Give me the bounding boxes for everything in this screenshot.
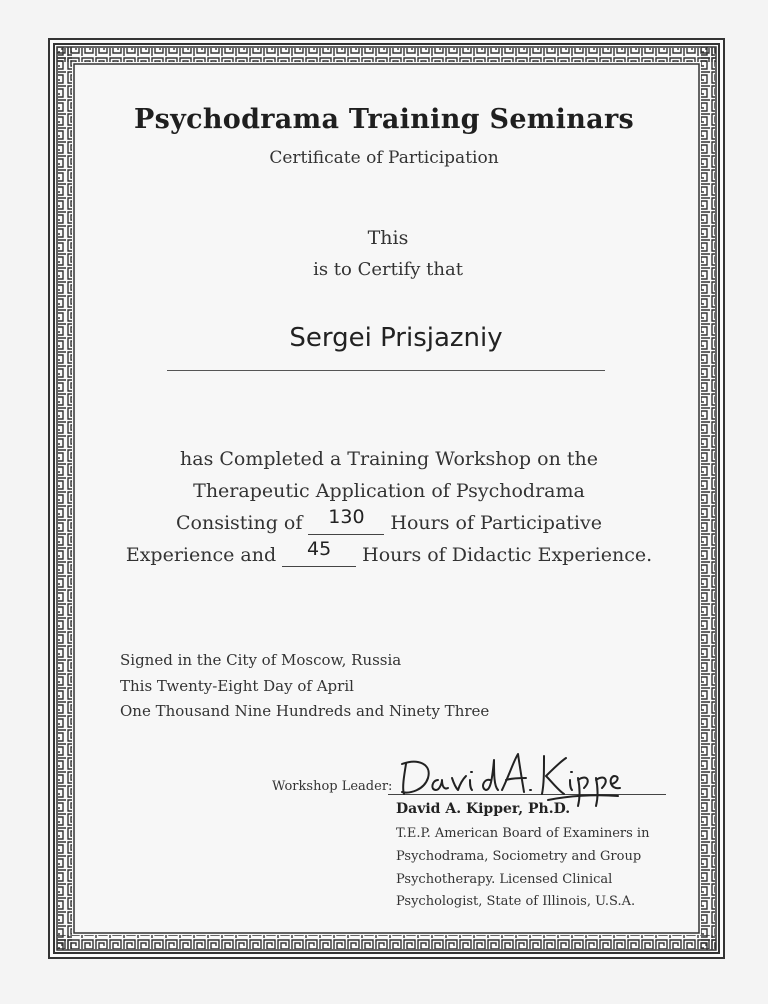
signed-city-line: Signed in the City of Moscow, Russia [120,651,402,669]
consisting-of-text: Consisting of [175,512,303,534]
didactic-hours-value: 45 [307,538,332,560]
name-underline [167,370,605,371]
certify-line: is to Certify that [313,259,463,280]
workshop-leader-label: Workshop Leader: [272,779,393,794]
leader-credential-line-3: Psychotherapy. Licensed Clinical [396,872,613,887]
leader-credential-line-2: Psychodrama, Sociometry and Group [396,849,642,864]
certificate-subtitle: Certificate of Participation [269,148,499,168]
signed-year-line: One Thousand Nine Hundreds and Ninety Three [120,702,490,720]
participative-hours-field [308,506,384,535]
handwritten-signature [398,750,628,808]
body-line-4 [0,538,768,567]
signed-day-line: This Twenty-Eight Day of April [120,677,354,695]
leader-credential-line-4: Psychologist, State of Illinois, U.S.A. [396,894,636,909]
experience-and-text: Experience and [125,544,277,566]
participative-suffix-text: Hours of Participative [390,512,602,534]
body-line-3 [0,506,768,535]
certificate-title: Psychodrama Training Seminars [134,104,634,135]
didactic-suffix-text: Hours of Didactic Experience. [362,544,653,566]
recipient-name: Sergei Prisjazniy [289,323,503,353]
participative-hours-value: 130 [328,506,365,528]
leader-name: David A. Kipper, Ph.D. [396,801,571,817]
body-line-1: has Completed a Training Workshop on the [180,448,598,470]
leader-credential-line-1: T.E.P. American Board of Examiners in [396,826,650,841]
didactic-hours-field [282,538,356,567]
this-word: This [367,227,409,249]
body-line-2: Therapeutic Application of Psychodrama [193,480,585,502]
